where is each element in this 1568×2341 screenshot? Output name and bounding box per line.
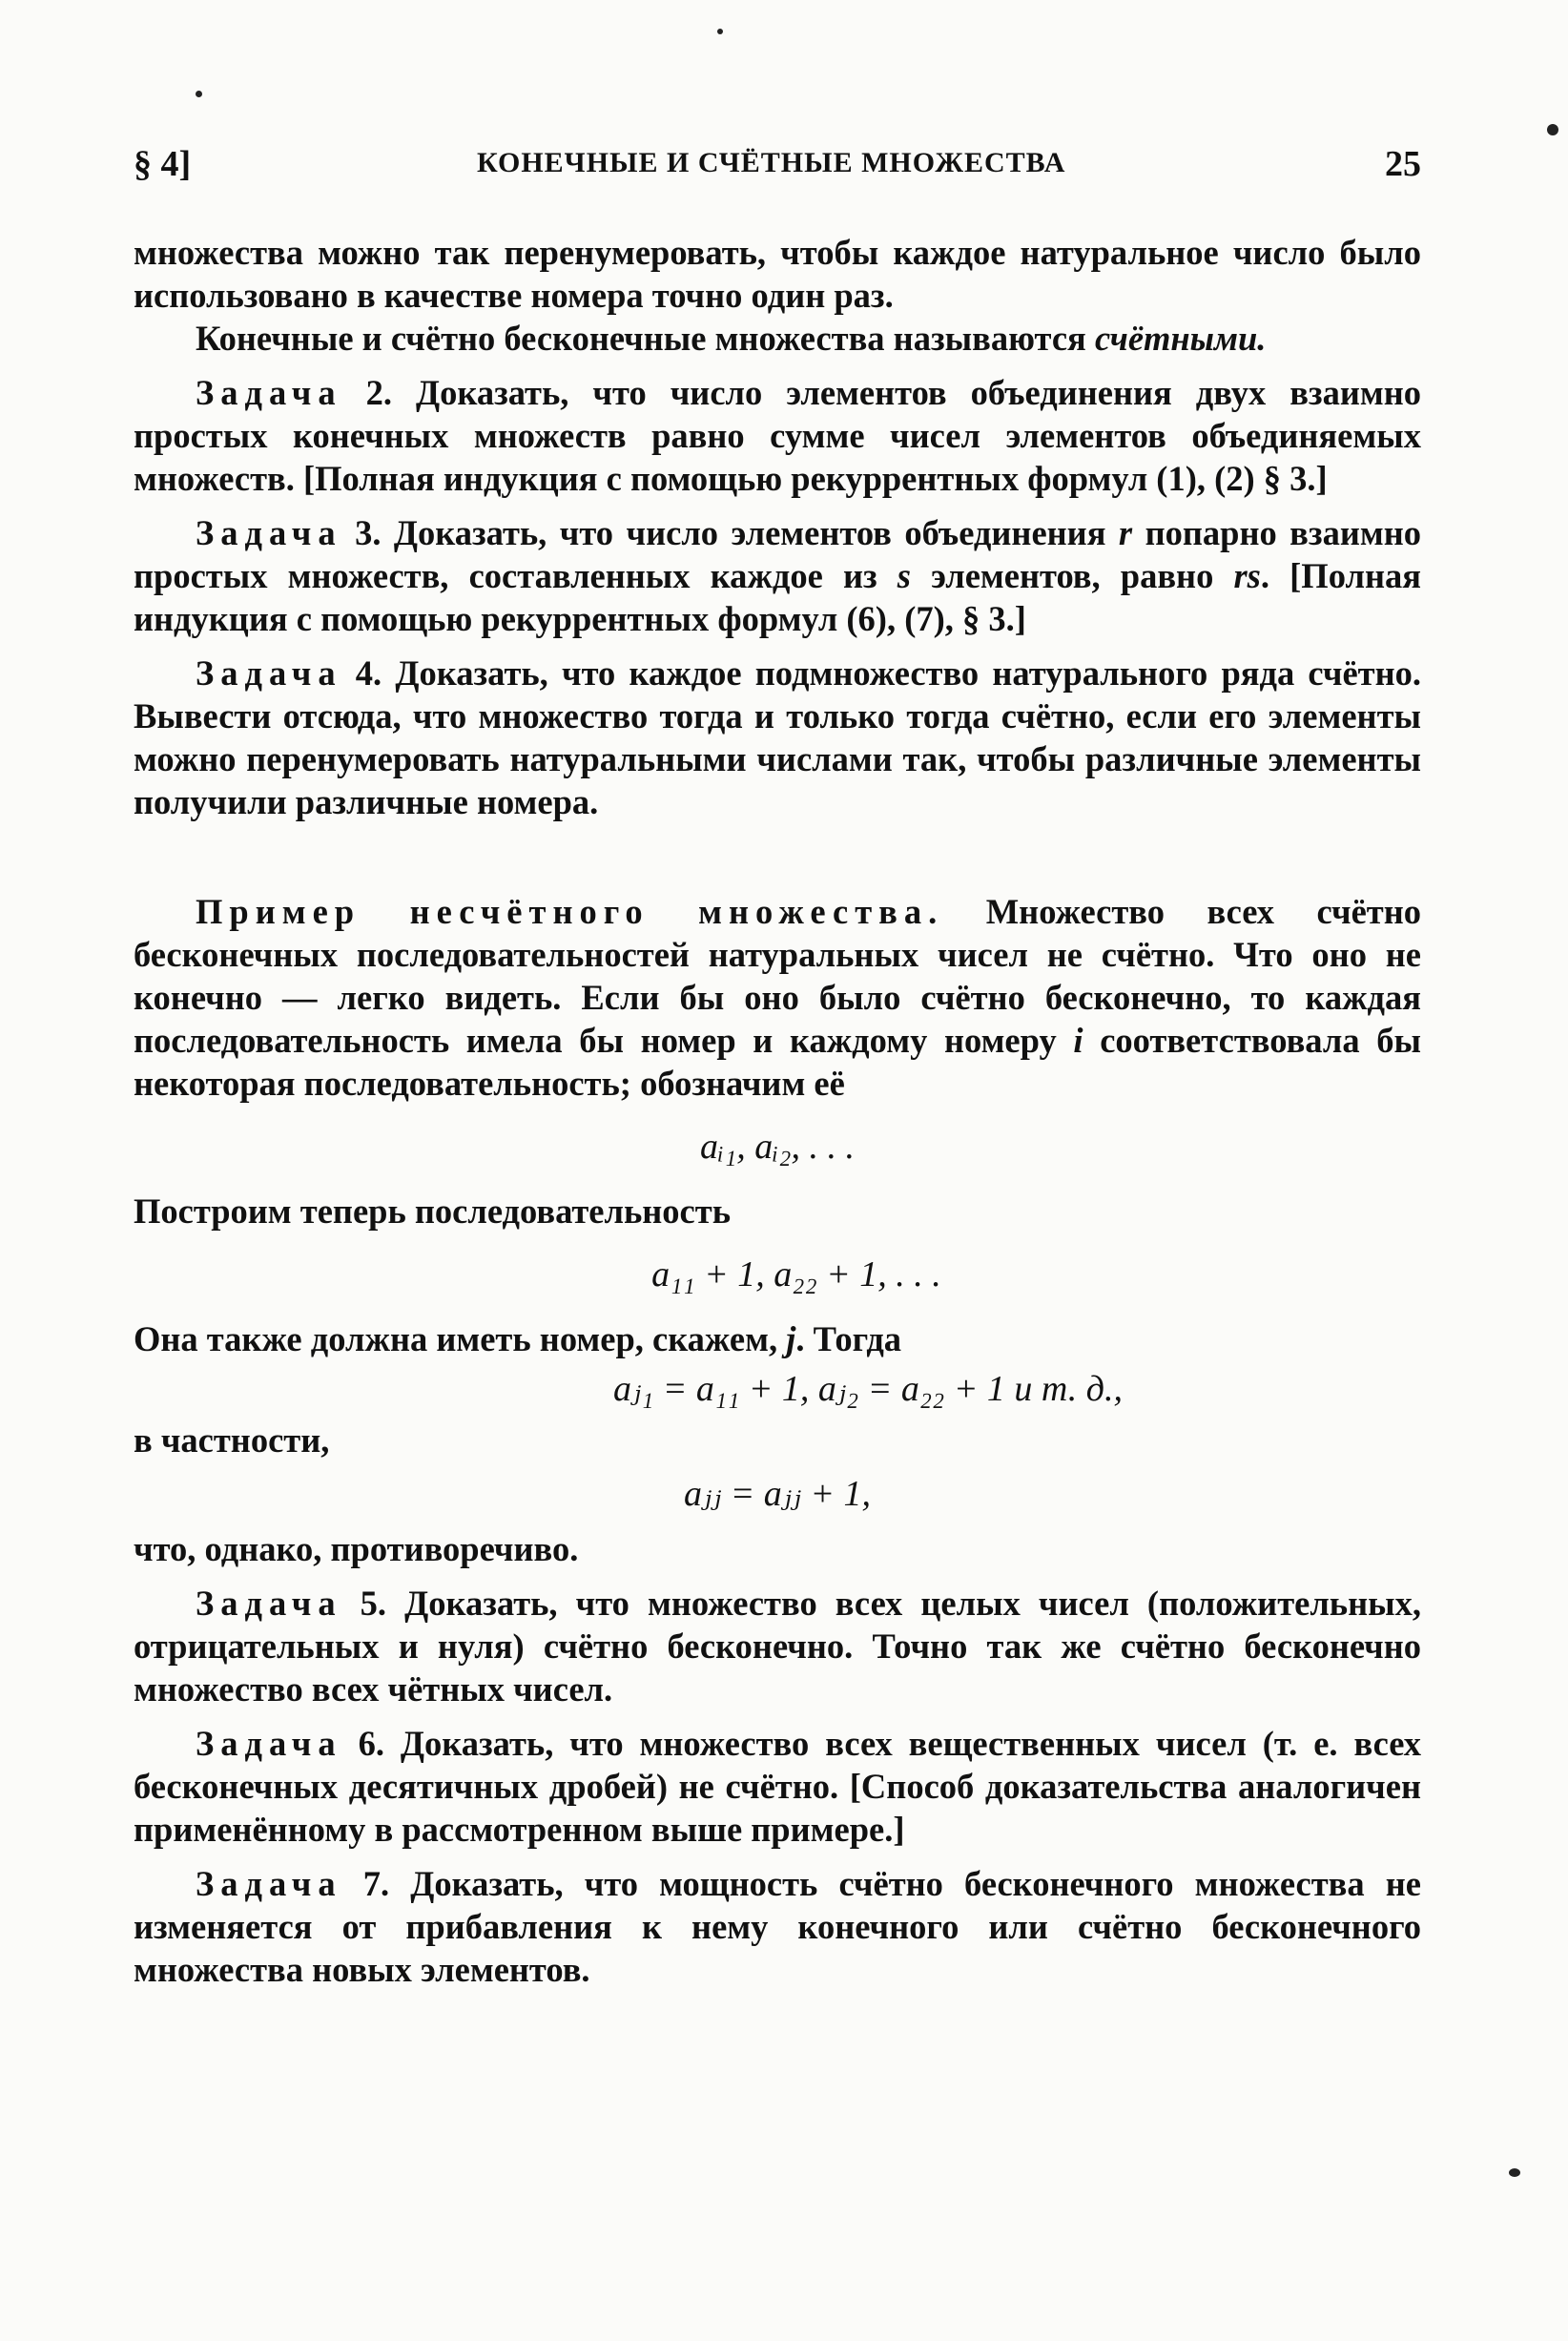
paragraph: Конечные и счётно бесконечные множества называются счётными.	[196, 319, 1267, 358]
speck	[1509, 2168, 1520, 2177]
problem-label: Задача	[196, 653, 342, 693]
example-paragraph: Пример несчётного множества. Множество всех счётно бесконечных последовательностей натуральных чисел не счётно. Что оно не конечно — легко видеть. Если бы оно было счётно бесконечно, то каждая последовательность имела бы номер и каждому номеру i соответствовала бы некоторая последовательность; обозначим её	[134, 892, 1421, 1103]
problem-2: Задача 2. Доказать, что число элементов объединения двух взаимно простых конечных множеств равно сумме чисел элементов объединяемых множеств. [Полная индукция с помощью рекуррентных формул (1), (2) § 3.]	[134, 373, 1421, 498]
example-label: Пример несчётного множества.	[196, 892, 944, 931]
running-title: КОНЕЧНЫЕ И СЧЁТНЫЕ МНОЖЕСТВА	[477, 147, 1066, 178]
problem-5: Задача 5. Доказать, что множество всех целых чисел (положительных, отрицательных и нуля) счётно бесконечно. Точно так же счётно бесконечно множество всех чётных чисел.	[134, 1584, 1421, 1709]
problem-label: Задача	[196, 513, 342, 552]
running-header	[134, 143, 1421, 200]
paragraph: в частности,	[134, 1420, 330, 1460]
formula-diagonal: a₁₁ + 1, a₂₂ + 1, . . .	[651, 1254, 941, 1295]
problem-label: Задача	[196, 373, 342, 412]
problem-label: Задача	[196, 1864, 342, 1903]
defined-term: счётными.	[1094, 319, 1267, 358]
section-marker: § 4]	[134, 144, 192, 184]
paragraph: Она также должна иметь номер, скажем, j. Тогда	[134, 1319, 902, 1358]
speck	[1547, 124, 1558, 135]
formula-contradiction: aⱼⱼ = aⱼⱼ + 1,	[684, 1474, 871, 1514]
speck	[717, 29, 723, 34]
paragraph: множества можно так перенумеровать, чтобы каждое натуральное число было использовано в качестве номера точно один раз.	[134, 233, 1421, 315]
problem-3: Задача 3. Доказать, что число элементов объединения r попарно взаимно простых множеств, составленных каждое из s элементов, равно rs. [Полная индукция с помощью рекуррентных формул (6), (7), § 3.]	[134, 513, 1421, 638]
paragraph: что, однако, противоречиво.	[134, 1529, 579, 1568]
paragraph: Построим теперь последовательность	[134, 1191, 731, 1231]
problem-label: Задача	[196, 1584, 342, 1623]
problem-label: Задача	[196, 1724, 342, 1763]
formula-sequence: aᵢ₁, aᵢ₂, . . .	[700, 1127, 855, 1167]
page-body	[134, 231, 1421, 1991]
formula-equalities: aⱼ₁ = a₁₁ + 1, aⱼ₂ = a₂₂ + 1 и т. д.,	[612, 1369, 1124, 1409]
problem-6: Задача 6. Доказать, что множество всех вещественных чисел (т. е. всех бесконечных десятичных дробей) не счётно. [Способ доказательства аналогичен применённому в рассмотренном выше примере.]	[134, 1724, 1421, 1849]
page-number: 25	[1385, 144, 1421, 184]
problem-7: Задача 7. Доказать, что мощность счётно бесконечного множества не изменяется от прибавления к нему конечного или счётно бесконечного множества новых элементов.	[134, 1864, 1421, 1989]
speck	[196, 91, 202, 97]
problem-4: Задача 4. Доказать, что каждое подмножество натурального ряда счётно. Вывести отсюда, что множество тогда и только тогда счётно, если его элементы можно перенумеровать натуральными числами так, чтобы различные элементы получили различные номера.	[134, 653, 1421, 821]
